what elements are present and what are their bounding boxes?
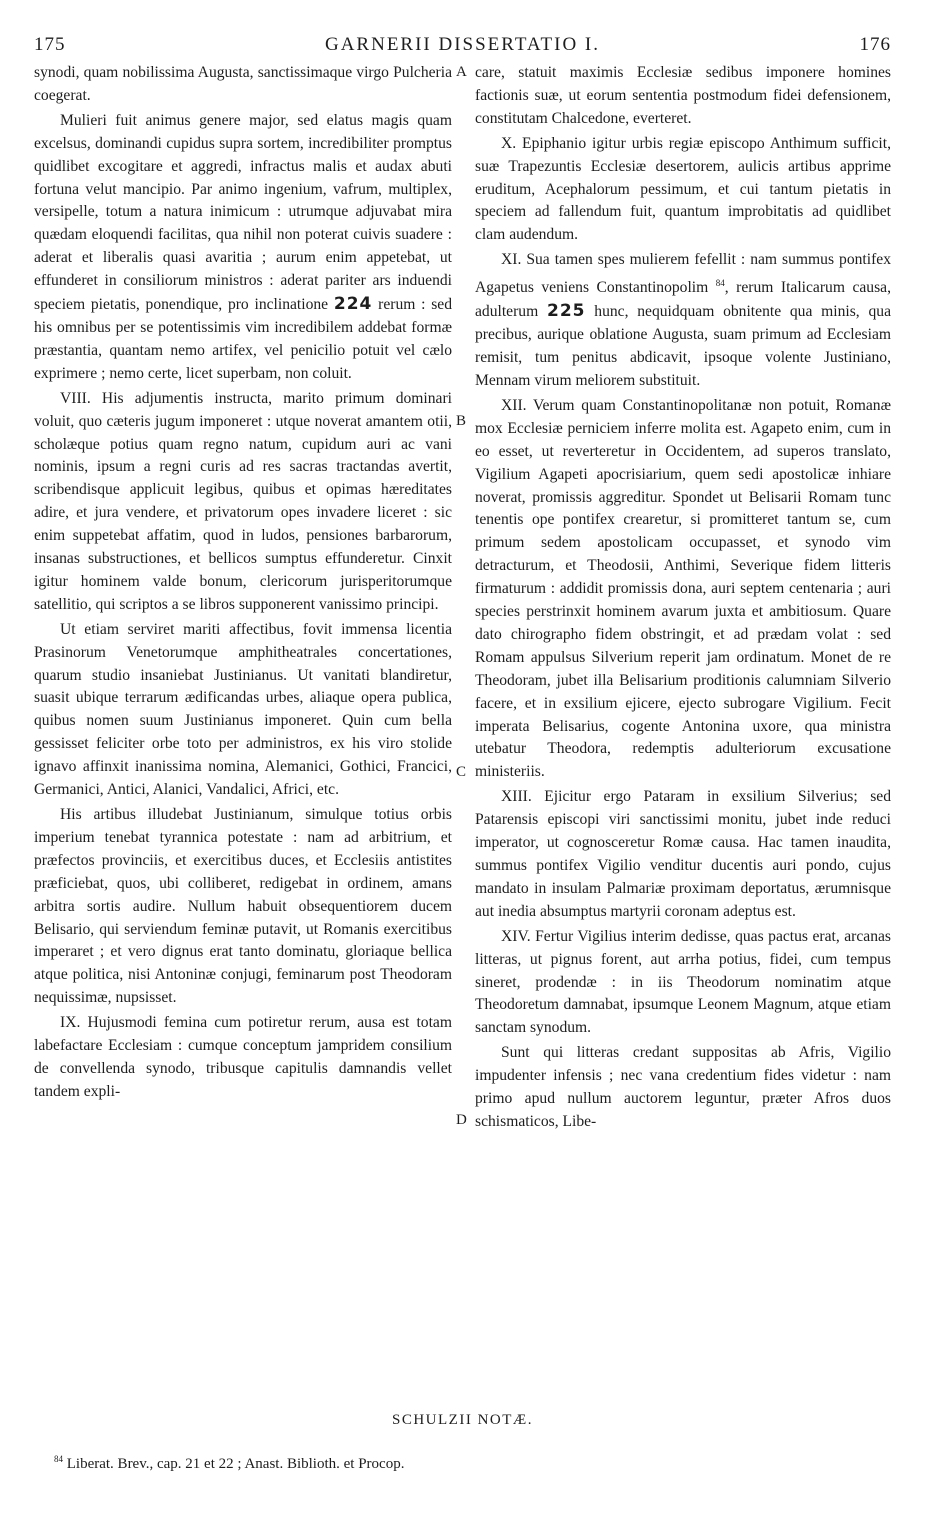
inline-page-number: 225 <box>547 301 586 322</box>
footnote <box>54 1454 404 1473</box>
paragraph-section-xiv: XIV. Fertur Vigilius interim dedisse, quas pactus erat, arcanas litteras, ut pignus forent, aut arrha potius, fidei, cum tempus sineret, prodendæ : in iis Theodorum nominatim atque Theodoretum damnabat, ipsumque Leonem Magnum, atque etiam sanctam synodum. <box>475 927 891 1037</box>
paragraph: care, statuit maximis Ecclesiæ sedibus imponere homines factionis suæ, ut eorum sententia postmodum fidei defensionem, constitutam Chalcedone, everteret. <box>475 64 891 127</box>
footnote-text: Liberat. Brev., cap. 21 et 22 ; Anast. Biblioth. et Procop. <box>66 1456 405 1472</box>
paragraph-section-xiii: XIII. Ejicitur ergo Pataram in exsilium Silverius; sed Patarensis episcopi viri sanctissimi monitu, jubet inde reduci imperator, ut cognosceretur Romæ causa. Hac tamen inaudita, summus pontifex Vigilio venditur ducentis auri pondo, cujus mandato in insulam Palmariæ proximam deportatus, ærumnisque aut inedia absumptus martyrii coronam adeptus est. <box>475 788 891 920</box>
margin-letter-d: D <box>456 1112 467 1128</box>
running-header <box>34 34 891 64</box>
paragraph: synodi, quam nobilissima Augusta, sanctissimaque virgo Pulcheria coegerat. <box>34 64 452 104</box>
notes-heading: SCHULZII NOTÆ. <box>392 1412 533 1428</box>
paragraph: Sunt qui litteras credant suppositas ab Afris, Vigilio impudenter infensis ; nec vana credentium fides videtur : nam primo apud nullum auctorem leguntur, præter Afros duos schismaticos, Libe- <box>475 1044 891 1130</box>
margin-letter-b: B <box>456 413 467 429</box>
paragraph: Ut etiam serviret mariti affectibus, fovit immensa licentia Prasinorum Venetorumque amphitheatrales concertationes, quarum studio insaniebat Justinianus. Ut vanitati blandiretur, suasit ubique terrarum ædificandas urbes, aliaque opera publica, quibus nomen suum Justinianus imponeret. Quin cum bella gessisset feliciter orbe toto per administros, ex his viro stolide ignavo affinxit inanissima nomina, Alemanici, Gothici, Francici, Germanici, Antici, Alanici, Vandalici, Africi, etc. <box>34 620 452 799</box>
running-title: GARNERII DISSERTATIO I. <box>324 34 601 55</box>
footnote-marker: 84 <box>54 1454 63 1464</box>
paragraph-section-x: X. Epiphanio igitur urbis regiæ episcopo Anthimum sufficit, suæ Trapezuntis Ecclesiæ desertorem, aulicis artibus apprime eruditum, Acephalorum pessimum, et cui tantum pietatis in speciem ad fallendum fuit, quantum improbitatis ad quidlibet clam audendum. <box>475 134 891 244</box>
inline-page-number: 224 <box>333 294 373 315</box>
paragraph-section-ix: IX. Hujusmodi femina cum potiretur rerum, ausa est totam labefactare Ecclesiam : cumque conceptum jampridem consilium de convellenda synodo, tribusque capitulis damnandis vellet tandem expli- <box>34 1014 452 1100</box>
paragraph-section-xii: XII. Verum quam Constantinopolitanæ non potuit, Romanæ mox Ecclesiæ perniciem inferre molita est. Agapeto enim, cum in eo esset, ut reverteretur in Occidentem, ad superos translato, Vigilium Agapeti apocrisiarium, quem sedi apostolicæ inhiare noverat, promissis aggreditur. Spondet ut Belisarii Romam tunc tenentis ope pontifex crearetur, si promitteret tantum se, cum primum sedem apostolicam occupasset, et synodo vim detracturum, et Theodosii, Anthimi, Severique fidem litteris firmaturum : addidit promissis dona, auri septem centenaria ; auri species perstrinxit hominem avarum juxta et ambitiosum. Quare dato chirographo fidem obstringit, et ad prædam volat : sed Romam appulsus Silverium reperit jam ordinatum. Monet de re Theodoram, jubet illa Belisarium proditionis calumniam Silverio facere, et in exsilium ejicere, ejecto subrogare Vigilium. Fecit imperata Belisarius, cogente Antonina uxore, qua ministra utebatur Theodora, redemptis adulteriorum excusatione ministeriis. <box>475 396 891 781</box>
page-number-right: 176 <box>859 34 891 55</box>
margin-letter-a: A <box>456 64 467 80</box>
paragraph-text: hunc, nequidquam obnitente qua minis, qua precibus, aurique oblatione Augusta, suam primum ad Ecclesiam remisit, tum penitus abdicavit, ipsoque volente Justiniano, Mennam virum meliorem substituit. <box>475 303 891 389</box>
paragraph <box>34 110 452 386</box>
paragraph-text: Mulieri fuit animus genere major, sed elatus magis quam excelsus, dominandi cupidus supra sortem, incredibiliter promptus quidlibet excogitare et aggredi, infractus malis et audax abuti fortuna velut mancipio. Par animo ingenium, vafrum, multiplex, versipelle, totum a natura inimicum : utrumque adjuvabat mira quædam eloquendi facilitas, qua nihil non poterat cuivis suadere : aderat et liberalis quasi avaritia ; aurum enim appetebat, ut effunderet in consiliorum ministros : aderat pariter ars induendi speciem pietatis, ponendique, pro inclinatione <box>34 111 452 314</box>
right-column <box>475 62 891 1134</box>
page-number-left: 175 <box>34 34 66 55</box>
margin-letter-c: C <box>456 764 467 780</box>
paragraph: His artibus illudebat Justinianum, simulque totius orbis imperium tenebat tyrannica potestate : nam ad arbitrium, et præfectos provinciis, et exercitibus duces, et Ecclesiis antistites præficiebat, quos, ubi colliberet, redigebat in ordinem, amans arbitra sortis audire. Nullum habuit obsequentiorem ducem Belisario, qui serviendum feminæ putavit, ut Romanis exercitibus imperaret ; et vero dignus erat tanto dominatu, gloriaque bellica atque politica, nisi Antoninæ conjugi, feminarum post Theodoram nequissimæ, nupsisset. <box>34 806 452 1007</box>
paragraph-text: , rerum Italicarum causa, adulterum <box>475 279 891 321</box>
paragraph-section-viii: VIII. His adjumentis instructa, marito primum dominari voluit, quo cæteris jugum imponeret : utque noverat amantem otii, scholæque potius quam regno natum, cupidum auri ac vani nominis, ipsum a regni curis ad res sacras tractandas avertit, scribendisque applicuit legibus, quibus et opimas hæreditates adire, et jura vendere, et privatorum opes invadere liceret : sic enim suppetebat affatim, quod in ludos, pensiones barbarorum, insanas substructiones, et bellicos sumptus effunderetur. Cinxit igitur hominem valde bonum, clericorum jurisperitorumque satellitio, qui scriptos a se libros supponerent vanissimo principi. <box>34 389 452 613</box>
paragraph-section-xi <box>475 249 891 393</box>
paragraph-text: rerum : sed his omnibus per se potentissimis vim incredibilem addebat formæ præstantia, quantam nemo artifex, vel penicilio potuit vel cælo exprimere ; nemo certe, licet superbam, non coluit. <box>34 296 453 382</box>
left-column <box>34 62 452 1104</box>
footnote-reference: 84 <box>715 278 725 289</box>
paragraph-text: XI. Sua tamen spes mulierem fefellit : nam summus pontifex Agapetus veniens Constantinopolim <box>475 251 891 297</box>
